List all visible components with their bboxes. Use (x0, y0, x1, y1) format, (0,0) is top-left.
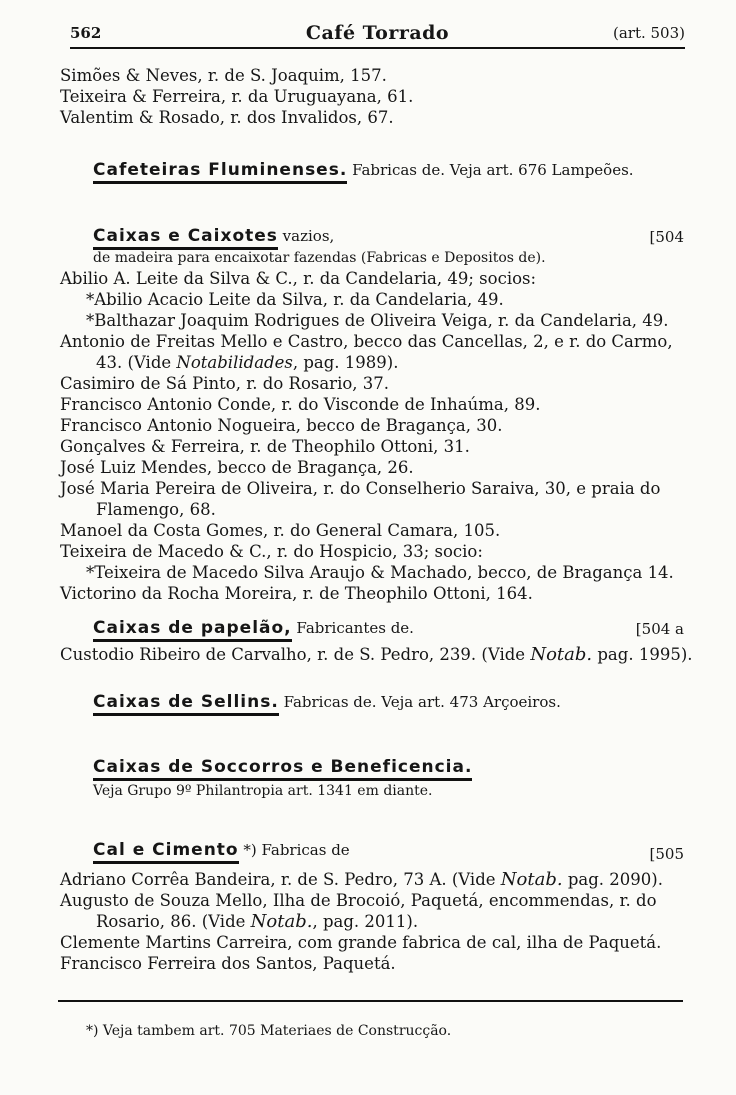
page-number: 562 (70, 24, 102, 42)
section-reference: [504 (649, 228, 684, 246)
section-heading: Caixas e Caixotes (93, 226, 278, 250)
list-item: Clemente Martins Carreira, com grande fabrica de cal, ilha de Paquetá. (60, 933, 662, 952)
list-item: Simões & Neves, r. de S. Joaquim, 157. (60, 66, 387, 85)
article-reference: (art. 503) (612, 24, 685, 42)
text-span: 43. (Vide (96, 353, 177, 372)
list-item (60, 645, 693, 665)
list-item: Valentim & Rosado, r. dos Invalidos, 67. (60, 108, 394, 127)
list-item (60, 870, 663, 890)
text-span: Notabilidades (176, 353, 293, 372)
section-description: *) Fabricas de (238, 841, 350, 859)
list-item: Francisco Antonio Nogueira, becco de Bragança, 30. (60, 416, 503, 435)
section-caixas-soccorros (93, 757, 472, 777)
section-subtitle: de madeira para encaixotar fazendas (Fabricas e Depositos de). (93, 250, 546, 266)
list-item: Abilio A. Leite da Silva & C., r. da Candelaria, 49; socios: (60, 269, 537, 288)
list-item: Teixeira de Macedo & C., r. do Hospicio, 33; socio: (60, 542, 483, 561)
text-span: pag. 1995). (592, 645, 693, 664)
list-item: Augusto de Souza Mello, Ilha de Brocoió, Paquetá, encommendas, r. do (60, 891, 657, 910)
section-heading: Caixas de papelão, (93, 618, 292, 642)
text-span: , pag. 1989). (292, 353, 399, 372)
text-span: Custodio Ribeiro de Carvalho, r. de S. Pedro, 239. (Vide (60, 645, 531, 664)
header-rule (70, 47, 685, 49)
section-caixas-sellins (93, 692, 561, 712)
list-item: *Abilio Acacio Leite da Silva, r. da Candelaria, 49. (86, 290, 504, 309)
list-item: Teixeira & Ferreira, r. da Uruguayana, 61. (60, 87, 414, 106)
list-item: Casimiro de Sá Pinto, r. do Rosario, 37. (60, 374, 390, 393)
list-item: Gonçalves & Ferreira, r. de Theophilo Ottoni, 31. (60, 437, 470, 456)
section-cafeteiras (93, 160, 634, 180)
list-item: Francisco Ferreira dos Santos, Paquetá. (60, 954, 396, 973)
list-item: Victorino da Rocha Moreira, r. de Theophilo Ottoni, 164. (60, 584, 533, 603)
section-description: Veja Grupo 9º Philantropia art. 1341 em diante. (93, 783, 433, 799)
section-reference: [504 a (635, 620, 684, 638)
section-reference: [505 (649, 845, 684, 863)
section-heading: Cal e Cimento (93, 840, 239, 864)
list-item: Flamengo, 68. (96, 500, 216, 519)
section-heading: Caixas de Soccorros e Beneficencia. (93, 757, 472, 781)
section-heading: Cafeteiras Fluminenses. (93, 160, 347, 184)
text-span: Notab. (500, 869, 563, 890)
section-description: vazios, (277, 227, 335, 245)
text-span: pag. 2090). (562, 870, 663, 889)
section-cal-cimento (93, 840, 350, 860)
text-span: Rosario, 86. (Vide (96, 912, 251, 931)
text-span: , pag. 2011). (312, 912, 419, 931)
text-span: Adriano Corrêa Bandeira, r. de S. Pedro, 73 A. (Vide (60, 870, 501, 889)
page-title: Café Torrado (305, 22, 450, 44)
running-header (70, 22, 685, 48)
section-heading: Caixas de Sellins. (93, 692, 279, 716)
section-description: Fabricas de. Veja art. 473 Arçoeiros. (278, 693, 561, 711)
list-item: *Teixeira de Macedo Silva Araujo & Machado, becco, de Bragança 14. (86, 563, 674, 582)
list-item: Francisco Antonio Conde, r. do Visconde de Inhaúma, 89. (60, 395, 541, 414)
list-item: Manoel da Costa Gomes, r. do General Camara, 105. (60, 521, 501, 540)
section-caixas-caixotes (93, 226, 334, 246)
section-description: Fabricas de. Veja art. 676 Lampeões. (347, 161, 634, 179)
list-item: José Maria Pereira de Oliveira, r. do Conselherio Saraiva, 30, e praia do (60, 479, 661, 498)
section-description: Fabricantes de. (291, 619, 414, 637)
list-item: *Balthazar Joaquim Rodrigues de Oliveira Veiga, r. da Candelaria, 49. (86, 311, 669, 330)
footnote-rule (58, 1000, 683, 1002)
footnote: *) Veja tambem art. 705 Materiaes de Construcção. (86, 1023, 452, 1039)
list-item (96, 912, 418, 932)
text-span: Notab. (530, 644, 593, 665)
list-item: José Luiz Mendes, becco de Bragança, 26. (60, 458, 414, 477)
list-item (96, 353, 398, 373)
text-span: Notab. (250, 911, 313, 932)
list-item: Antonio de Freitas Mello e Castro, becco das Cancellas, 2, e r. do Carmo, (60, 332, 673, 351)
section-caixas-papelao (93, 618, 414, 638)
